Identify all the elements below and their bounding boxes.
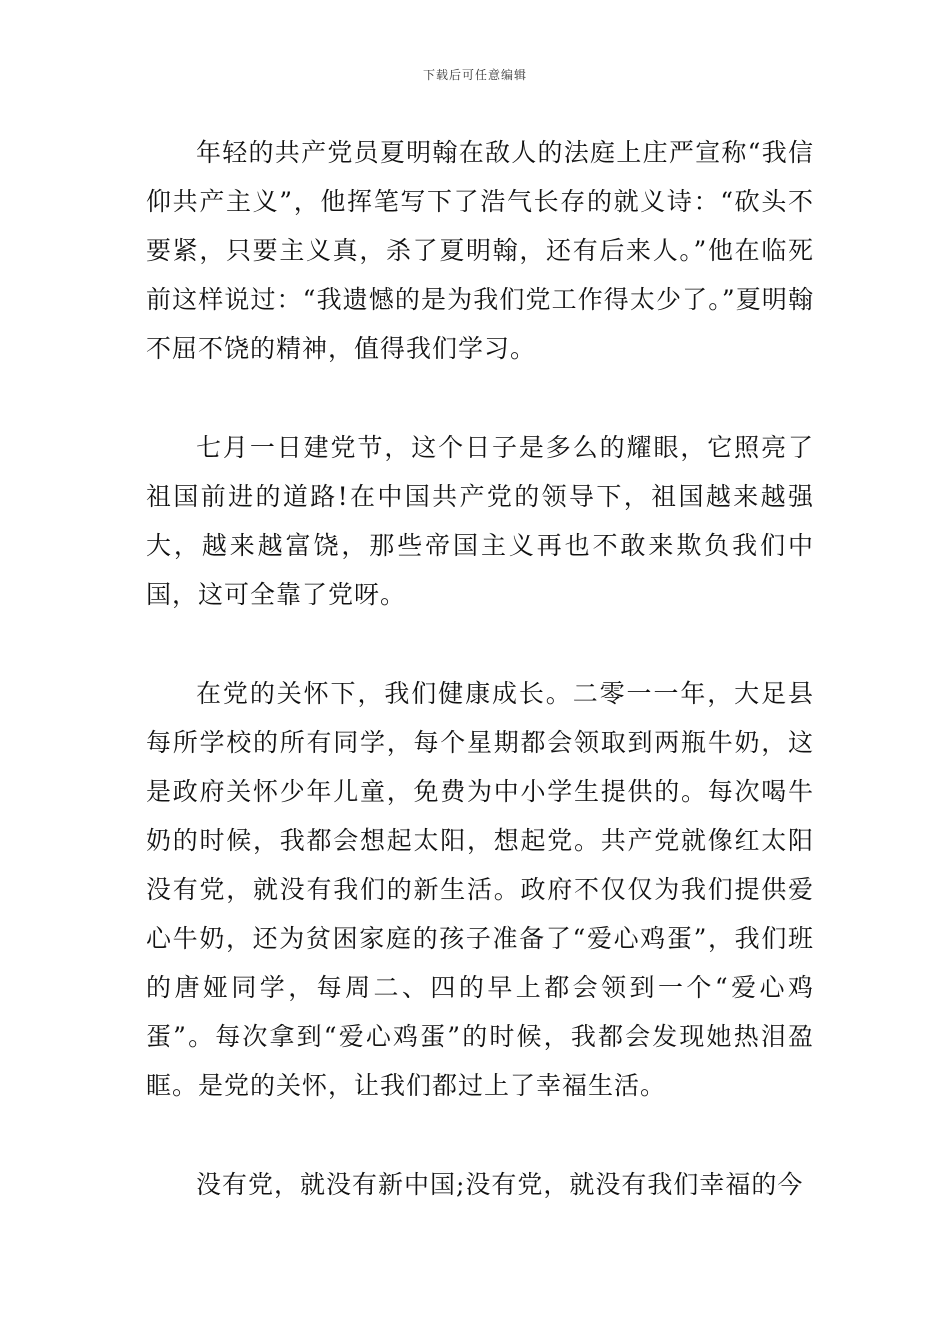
paragraph-founding-day: 七月一日建党节，这个日子是多么的耀眼，它照亮了祖国前进的道路!在中国共产党的领导下，祖国越来越强大，越来越富饶，那些帝国主义再也不敢来欺负我们中国，这可全靠了党呀。 (146, 433, 814, 609)
paragraph-new-china: 没有党，就没有新中国;没有党，就没有我们幸福的今 (196, 1170, 804, 1199)
header-note: 下载后可任意编辑 (422, 68, 527, 82)
paragraph-party-care: 在党的关怀下，我们健康成长。二零一一年，大足县每所学校的所有同学，每个星期都会领取到两瓶牛奶，这是政府关怀少年儿童，免费为中小学生提供的。每次喝牛奶的时候，我都会想起太阳，想起党。共产党就像红太阳没有党，就没有我们的新生活。政府不仅仅为我们提供爱心牛奶，还为贫困家庭的孩子准备了“爱心鸡蛋”，我们班的唐娅同学，每周二、四的早上都会领到一个“爱心鸡蛋”。每次拿到“爱心鸡蛋”的时候，我都会发现她热泪盈眶。是党的关怀，让我们都过上了幸福生活。 (146, 679, 814, 1100)
document-body (146, 128, 814, 1259)
paragraph-xia-minghan: 年轻的共产党员夏明翰在敌人的法庭上庄严宣称“我信仰共产主义”，他挥笔写下了浩气长存的就义诗：“砍头不要紧，只要主义真，杀了夏明翰，还有后来人。”他在临死前这样说过：“我遗憾的是为我们党工作得太少了。”夏明翰不屈不饶的精神，值得我们学习。 (146, 138, 814, 363)
